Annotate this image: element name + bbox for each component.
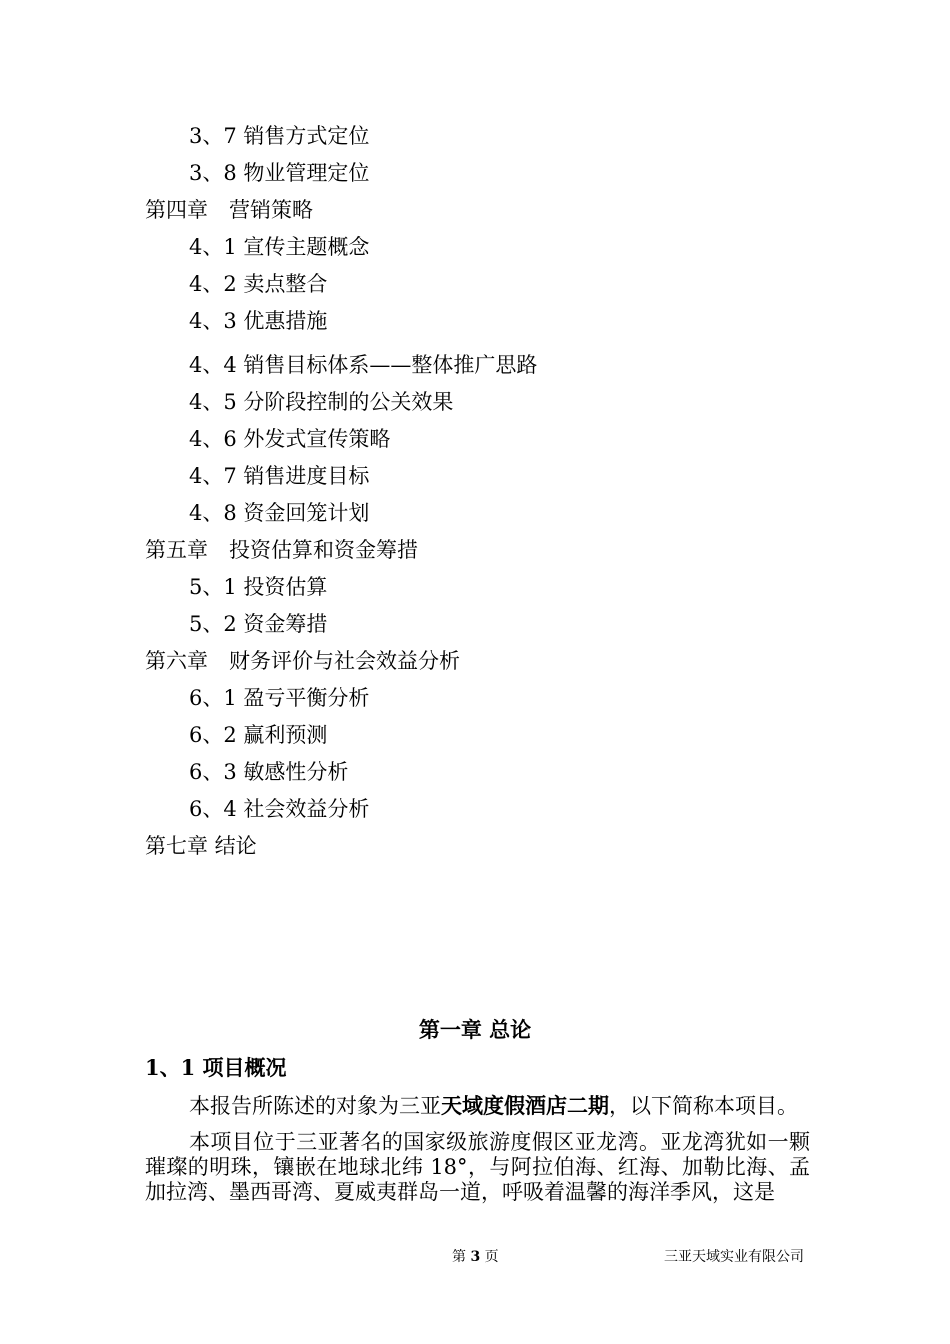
toc-section-entry: 4、5 分阶段控制的公关效果: [189, 390, 454, 414]
toc-section-entry: 4、7 销售进度目标: [189, 464, 370, 488]
toc-chapter-entry: 第五章 投资估算和资金筹措: [145, 538, 418, 562]
toc-section-entry: 3、7 销售方式定位: [189, 124, 370, 148]
toc-chapter-entry: 第七章 结论: [145, 834, 257, 858]
toc-section-entry: 6、2 赢利预测: [189, 723, 328, 747]
toc-section-entry: 4、1 宣传主题概念: [189, 235, 370, 259]
toc-section-entry: 4、6 外发式宣传策略: [189, 427, 391, 451]
footer-page-number: [452, 1248, 499, 1266]
toc-section-entry: 5、1 投资估算: [189, 575, 328, 599]
toc-section-entry: 3、8 物业管理定位: [189, 161, 370, 185]
toc-section-entry: 6、1 盈亏平衡分析: [189, 686, 370, 710]
footer-page-value: 3: [470, 1249, 481, 1265]
toc-chapter-entry: 第四章 营销策略: [145, 198, 313, 222]
paragraph-location: 本项目位于三亚著名的国家级旅游度假区亚龙湾。亚龙湾犹如一颗璀璨的明珠，镶嵌在地球北纬 18°，与阿拉伯海、红海、加勒比海、孟加拉湾、墨西哥湾、夏威夷群岛一道，呼吸着温馨的海洋季风，这是: [145, 1130, 810, 1204]
toc-section-entry: 5、2 资金筹措: [189, 612, 328, 636]
paragraph-intro: [145, 1093, 810, 1119]
table-of-contents: [145, 118, 825, 865]
chapter-title: 第一章 总论: [418, 1017, 532, 1042]
toc-section-entry: 4、8 资金回笼计划: [189, 501, 370, 525]
project-name-bold: 天域度假酒店二期: [441, 1093, 609, 1118]
toc-chapter-entry: 第六章 财务评价与社会效益分析: [145, 649, 460, 673]
paragraph-intro-text-after: ，以下简称本项目。: [609, 1094, 798, 1118]
toc-section-entry: 4、3 优惠措施: [189, 309, 328, 333]
paragraph-intro-text-before: 本报告所陈述的对象为三亚: [189, 1094, 441, 1118]
toc-section-entry: 4、4 销售目标体系——整体推广思路: [189, 353, 538, 377]
toc-section-entry: 4、2 卖点整合: [189, 272, 328, 296]
toc-section-entry: 6、3 敏感性分析: [189, 760, 349, 784]
footer-page-prefix: 第: [452, 1249, 466, 1265]
footer-company-name: 三亚天域实业有限公司: [664, 1249, 804, 1265]
section-title: 1、1 项目概况: [145, 1055, 287, 1080]
footer-page-suffix: 页: [484, 1249, 499, 1265]
toc-section-entry: 6、4 社会效益分析: [189, 797, 370, 821]
